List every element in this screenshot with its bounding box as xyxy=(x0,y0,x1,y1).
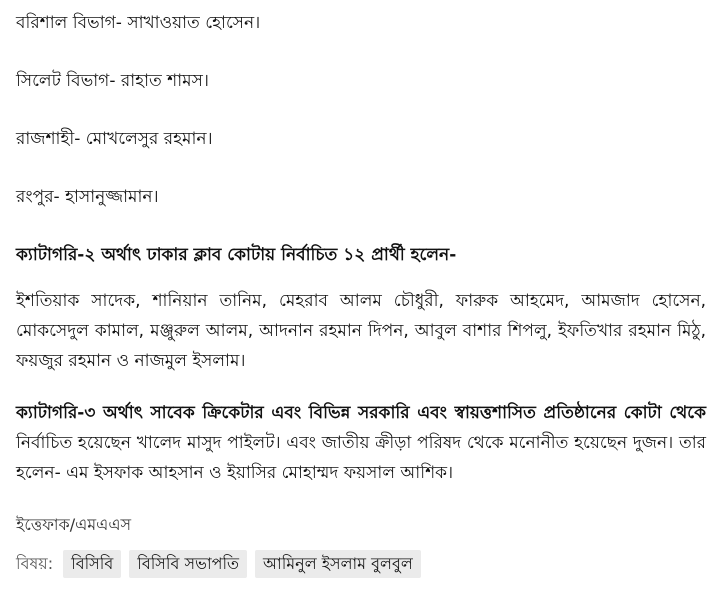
tag-aminul-islam-bulbul[interactable]: আমিনুল ইসলাম বুলবুল xyxy=(255,550,421,578)
category3-paragraph xyxy=(16,398,706,488)
category2-paragraph: ইশতিয়াক সাদেক, শানিয়ান তানিম, মেহরাব আলম চৌধুরী, ফারুক আহমেদ, আমজাদ হোসেন, মোকসেদুল কামাল, মঞ্জুরুল আলম, আদনান রহমান দিপন, আবুল বাশার শিপলু, ইফতিখার রহমান মিঠু, ফয়জুর রহমান ও নাজমুল ইসলাম। xyxy=(16,291,706,371)
article-body xyxy=(16,8,706,578)
tag-bcb[interactable]: বিসিবি xyxy=(63,550,121,578)
division-line-barishal: বরিশাল বিভাগ- সাখাওয়াত হোসেন। xyxy=(16,13,261,33)
division-line-rajshahi: রাজশাহী- মোখলেসুর রহমান। xyxy=(16,129,213,149)
tag-bcb-president[interactable]: বিসিবি সভাপতি xyxy=(129,550,247,578)
source-credit: ইত্তেফাক/এমএএস xyxy=(16,515,132,534)
category3-lead: ক্যাটাগরি-৩ অর্থাৎ সাবেক ক্রিকেটার এবং বিভিন্ন সরকারি এবং স্বায়ত্তশাসিত প্রতিষ্ঠানের কোটা থেকে xyxy=(16,403,706,423)
tags-label: বিষয়: xyxy=(16,553,54,573)
category2-heading: ক্যাটাগরি-২ অর্থাৎ ঢাকার ক্লাব কোটায় নির্বাচিত ১২ প্রার্থী হলেন- xyxy=(16,245,457,265)
division-line-rangpur: রংপুর- হাসানুজ্জামান। xyxy=(16,187,159,207)
category3-text: নির্বাচিত হয়েছেন খালেদ মাসুদ পাইলট। এবং জাতীয় ক্রীড়া পরিষদ থেকে মনোনীত হয়েছেন দুজন। তার হলেন- এম ইসফাক আহসান ও ইয়াসির মোহাম্মদ ফয়সাল আশিক। xyxy=(16,433,706,483)
division-line-sylhet: সিলেট বিভাগ- রাহাত শামস। xyxy=(16,71,209,91)
topic-tags xyxy=(16,550,706,578)
